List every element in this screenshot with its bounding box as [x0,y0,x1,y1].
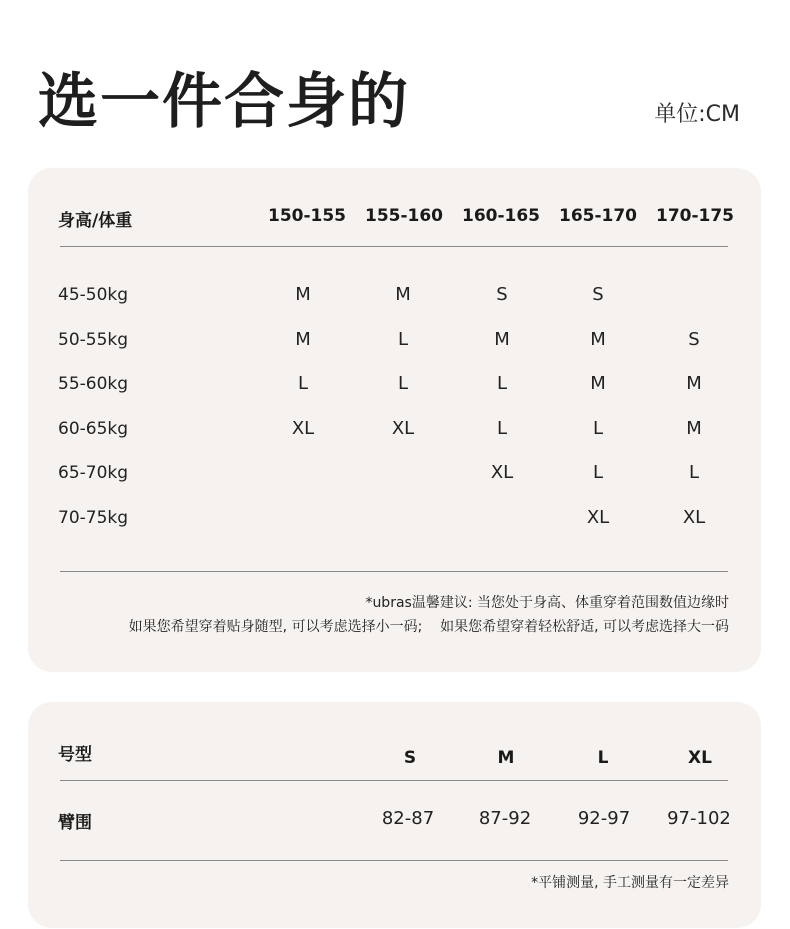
size-cell: S [496,284,508,305]
size-cell: L [592,418,604,439]
measure-value: 92-97 [577,808,631,829]
size-cell: XL [291,418,315,439]
height-column-header: 165-170 [558,206,638,226]
height-column-header: 160-165 [461,206,541,226]
size-chart-card [28,168,761,672]
weight-row-label: 65-70kg [58,463,129,483]
size-cell: M [395,284,411,305]
size-cell: M [494,329,510,350]
size-cell: XL [391,418,415,439]
size-cell: XL [682,507,706,528]
size-cell: M [686,418,702,439]
measure-value: 97-102 [667,808,731,829]
size-cell: L [592,462,604,483]
height-column-header: 150-155 [267,206,347,226]
table-bottom-divider [60,860,728,861]
size-cell: L [297,373,309,394]
size-cell: M [295,284,311,305]
size-cell: M [590,373,606,394]
size-column-header: XL [688,748,712,768]
header-divider [60,246,728,247]
size-column-header: L [597,748,609,768]
page-title: 选一件合身的 [38,67,410,137]
size-cell: L [496,373,508,394]
size-cell: L [397,373,409,394]
size-cell: L [688,462,700,483]
size-cell: L [397,329,409,350]
size-cell: M [590,329,606,350]
weight-row-label: 50-55kg [58,330,129,350]
size-cell: M [686,373,702,394]
size-cell: L [496,418,508,439]
measure-value: 87-92 [478,808,532,829]
size-column-header: M [497,748,515,768]
measure-corner-header: 号型 [58,745,92,765]
header-divider [60,780,728,781]
fit-advice-note: 如果您希望穿着贴身随型, 可以考虑选择小一码; 如果您希望穿着轻松舒适, 可以考虑选择大一码 [128,619,729,635]
measure-value: 82-87 [381,808,435,829]
table-bottom-divider [60,571,728,572]
size-cell: XL [490,462,514,483]
size-cell: XL [586,507,610,528]
measurement-card [28,702,761,928]
unit-label: 单位:CM [654,102,740,127]
fit-advice-note: *ubras温馨建议: 当您处于身高、体重穿着范围数值边缘时 [365,595,729,611]
weight-row-label: 70-75kg [58,508,129,528]
weight-row-label: 45-50kg [58,285,129,305]
measurement-note: *平铺测量, 手工测量有一定差异 [531,875,729,891]
weight-row-label: 55-60kg [58,374,129,394]
height-column-header: 170-175 [655,206,735,226]
weight-row-label: 60-65kg [58,419,129,439]
size-cell: M [295,329,311,350]
size-column-header: S [403,748,417,768]
height-column-header: 155-160 [364,206,444,226]
size-chart-corner-header: 身高/体重 [58,211,133,231]
arm-circumference-label: 臂围 [58,813,92,833]
size-cell: S [592,284,604,305]
size-cell: S [688,329,700,350]
